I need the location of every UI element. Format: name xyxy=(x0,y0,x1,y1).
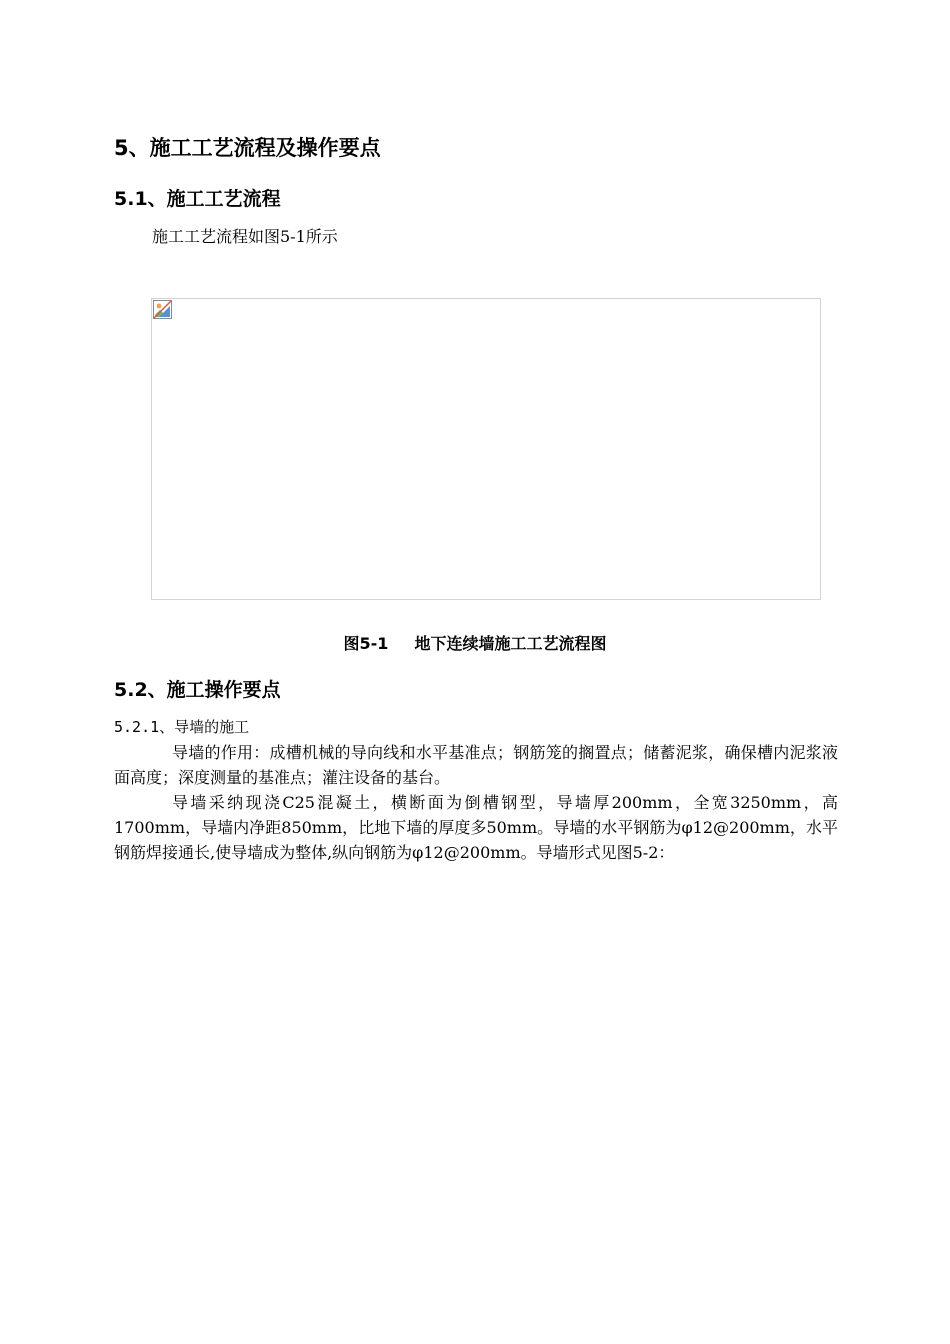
subsection-heading-5-2: 5.2、施工操作要点 xyxy=(114,679,281,701)
paragraph-text: 导墙的作用：成槽机械的导向线和水平基准点；钢筋笼的搁置点；储蓄泥浆，确保槽内泥浆液面高度；深度测量的基准点；灌注设备的基台。 xyxy=(114,743,838,787)
item-heading-5-2-1: 5.2.1、导墙的施工 xyxy=(114,718,250,736)
figure-caption xyxy=(0,630,950,658)
broken-image-icon xyxy=(153,300,172,319)
paragraph-text: 导墙采纳现浇C25混凝土，横断面为倒槽钢型，导墙厚200mm，全宽3250mm，高1700mm，导墙内净距850mm，比地下墙的厚度多50mm。导墙的水平钢筋为φ12@200mm，水平钢筋焊接通长,使导墙成为整体,纵向钢筋为φ12@200mm。导墙形式见图5-2： xyxy=(114,793,838,862)
intro-text: 施工工艺流程如图5-1所示 xyxy=(152,227,338,246)
subsection-heading-5-1: 5.1、施工工艺流程 xyxy=(114,188,281,210)
figure-title: 地下连续墙施工工艺流程图 xyxy=(414,634,607,653)
paragraph-guide-wall-spec xyxy=(114,790,838,865)
paragraph-guide-wall-function xyxy=(114,740,838,790)
figure-image-placeholder xyxy=(151,298,821,600)
figure-label: 图5-1 xyxy=(343,634,389,653)
section-heading: 5、施工工艺流程及操作要点 xyxy=(114,136,381,160)
